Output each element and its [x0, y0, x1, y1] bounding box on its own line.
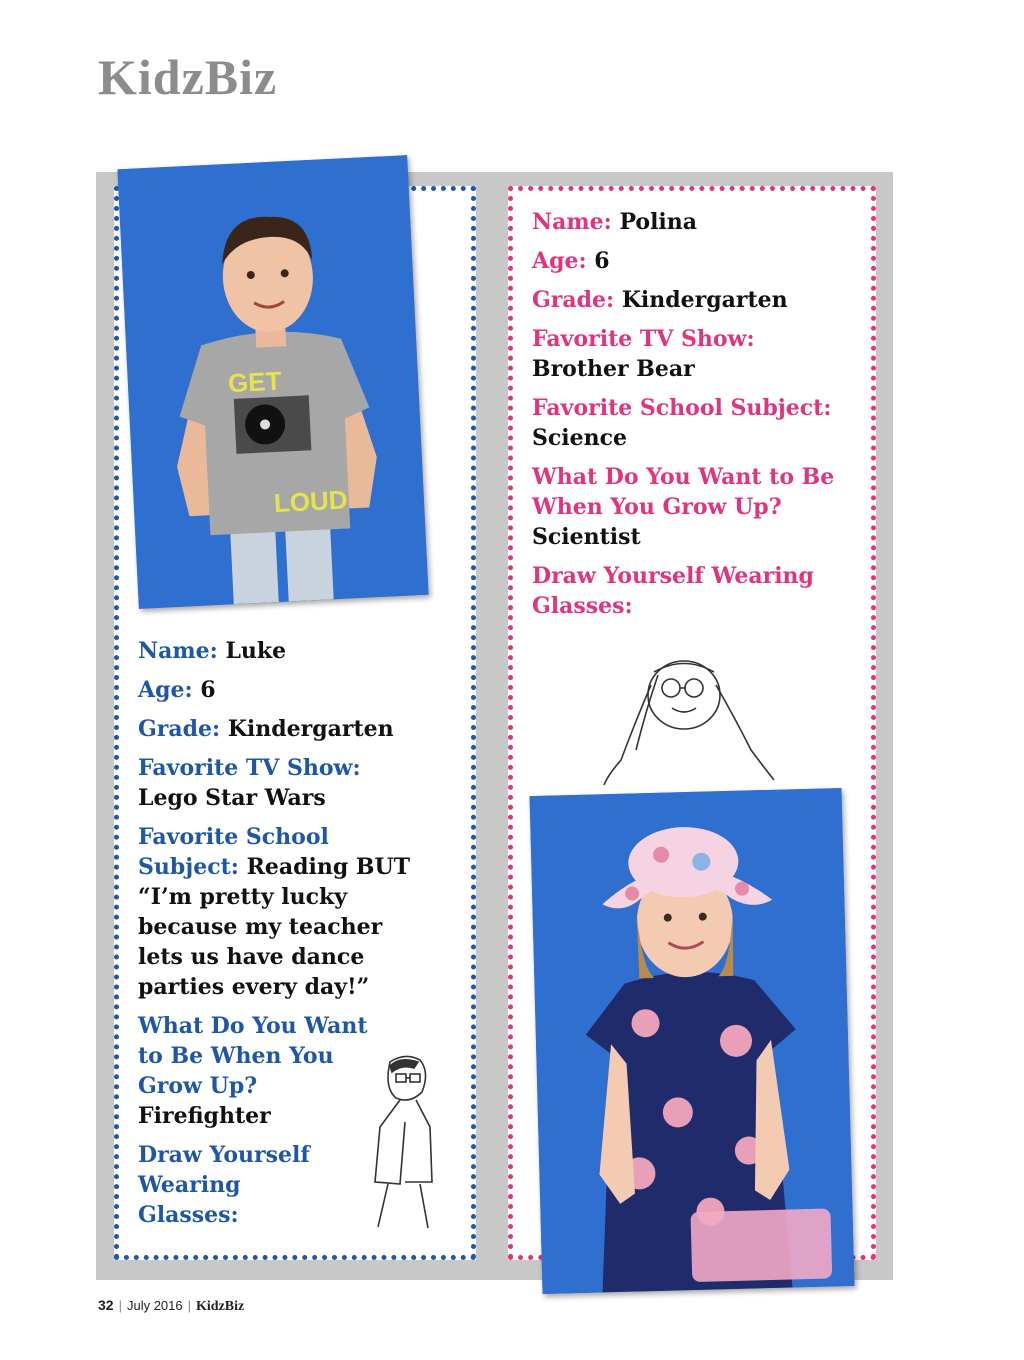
page-footer: [98, 1297, 244, 1315]
name-label: Name:: [138, 638, 218, 664]
draw-label: Draw Yourself Wearing Glasses:: [138, 1142, 310, 1228]
masthead-logo: KidzBiz: [98, 49, 278, 105]
svg-text:LOUD: LOUD: [273, 484, 349, 519]
name-value: Polina: [619, 209, 698, 235]
grow-value: Firefighter: [138, 1103, 271, 1129]
luke-name-row: [138, 636, 458, 666]
name-value: Luke: [225, 638, 287, 664]
draw-label: Draw Yourself Wearing Glasses:: [532, 563, 814, 619]
footer-brand: KidzBiz: [196, 1299, 245, 1314]
luke-drawing: [360, 1052, 450, 1232]
self-portrait-sketch-icon: [360, 1052, 450, 1232]
footer-divider: |: [187, 1298, 192, 1313]
luke-tv-row: [138, 753, 458, 813]
grow-value: Scientist: [532, 524, 641, 550]
age-label: Age:: [532, 248, 587, 274]
luke-age-row: [138, 675, 458, 705]
luke-grade-row: [138, 714, 458, 744]
polina-tv-row: [532, 324, 862, 384]
age-value: 6: [594, 248, 610, 274]
issue-date: July 2016: [126, 1298, 183, 1313]
tv-label: Favorite TV Show:: [532, 326, 755, 352]
age-value: 6: [200, 677, 216, 703]
grade-label: Grade:: [532, 287, 615, 313]
polina-profile: [532, 207, 862, 630]
grow-label: What Do You Want to Be When You Grow Up?: [138, 1013, 368, 1099]
name-label: Name:: [532, 209, 612, 235]
polina-photo: [530, 788, 855, 1294]
grow-label: What Do You Want to Be When You Grow Up?: [532, 464, 835, 520]
boy-illustration: [117, 155, 428, 609]
polina-name-row: [532, 207, 862, 237]
polina-grade-row: [532, 285, 862, 315]
footer-divider: |: [118, 1298, 122, 1313]
polina-subject-row: [532, 393, 862, 453]
page-number: 32: [98, 1297, 114, 1313]
subject-value: Science: [532, 425, 628, 451]
luke-subject-row: [138, 822, 428, 1002]
subject-value: Reading BUT “I’m pretty lucky because my teacher lets us have dance parties every day!”: [138, 854, 411, 1000]
subject-label: Favorite School Subject:: [138, 824, 329, 880]
polina-grow-row: [532, 462, 862, 552]
tv-label: Favorite TV Show:: [138, 755, 361, 781]
polina-draw-row: [532, 561, 862, 621]
tv-value: Lego Star Wars: [138, 785, 326, 811]
svg-text:GET: GET: [227, 365, 283, 399]
polina-age-row: [532, 246, 862, 276]
tv-value: Brother Bear: [532, 356, 695, 382]
luke-photo: [117, 155, 428, 609]
luke-grow-row: [138, 1011, 378, 1131]
age-label: Age:: [138, 677, 193, 703]
grade-label: Grade:: [138, 716, 221, 742]
subject-label: Favorite School Subject:: [532, 395, 832, 421]
grade-value: Kindergarten: [227, 716, 394, 742]
luke-draw-row: [138, 1140, 348, 1230]
self-portrait-sketch-icon: [596, 650, 786, 790]
grade-value: Kindergarten: [621, 287, 788, 313]
girl-illustration: [530, 788, 855, 1294]
polina-drawing: [596, 650, 786, 790]
